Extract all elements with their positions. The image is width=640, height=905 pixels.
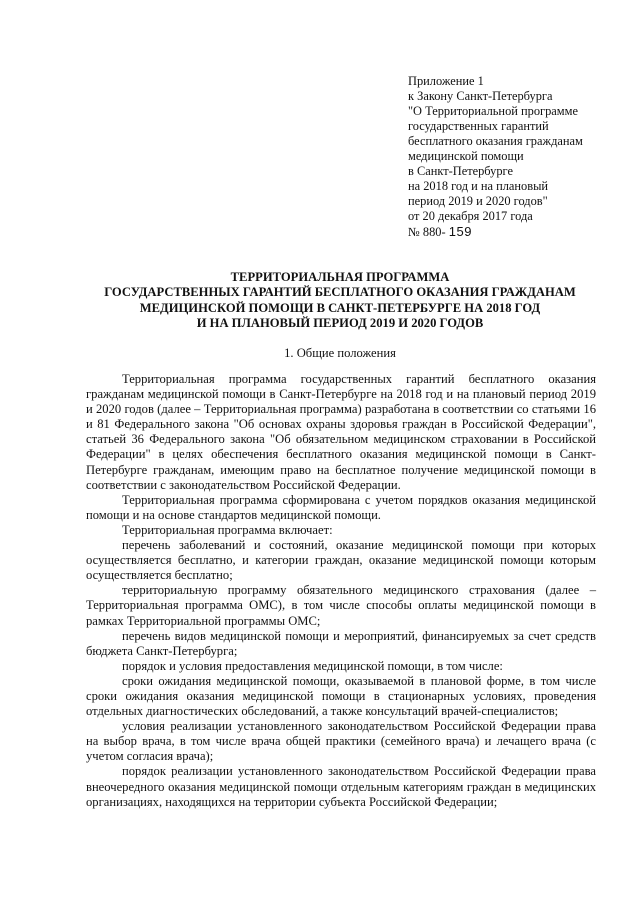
title-line: ТЕРРИТОРИАЛЬНАЯ ПРОГРАММА xyxy=(230,270,450,284)
paragraph: перечень видов медицинской помощи и мероприятий, финансируемых за счет средств бюджета Санкт-Петербурга; xyxy=(86,628,596,658)
appendix-line: от 20 декабря 2017 года xyxy=(408,209,533,223)
paragraph: порядок и условия предоставления медицинской помощи, в том числе: xyxy=(122,658,503,673)
appendix-line: "О Территориальной программе xyxy=(408,104,578,118)
paragraph: Территориальная программа включает: xyxy=(122,522,333,537)
paragraph: территориальную программу обязательного медицинского страхования (далее – Территориальная программа ОМС), в том числе способы оплаты медицинской помощи в рамках Территориальной программы ОМС; xyxy=(86,583,596,628)
paragraph: перечень заболеваний и состояний, оказание медицинской помощи при которых осуществляется бесплатно, и категории граждан, оказание медицинской помощи которым осуществляется бесплатно; xyxy=(86,538,596,583)
title-line: МЕДИЦИНСКОЙ ПОМОЩИ В САНКТ-ПЕТЕРБУРГЕ НА 2018 ГОД xyxy=(139,300,541,315)
appendix-line: период 2019 и 2020 годов" xyxy=(408,194,548,208)
paragraph: Территориальная программа сформирована с учетом порядков оказания медицинской помощи и на основе стандартов медицинской помощи. xyxy=(86,492,596,522)
document-body xyxy=(86,372,596,810)
title-line: ГОСУДАРСТВЕННЫХ ГАРАНТИЙ БЕСПЛАТНОГО ОКАЗАНИЯ ГРАЖДАНАМ xyxy=(104,285,576,300)
appendix-line: на 2018 год и на плановый xyxy=(408,179,549,193)
law-number-prefix: № 880- xyxy=(408,225,446,239)
paragraph: условия реализации установленного законодательством Российской Федерации права на выбор врача, в том числе врача общей практики (семейного врача) и лечащего врача (с учетом согласия врача); xyxy=(86,719,596,764)
law-number-value: 159 xyxy=(448,224,472,239)
appendix-line: медицинской помощи xyxy=(408,149,524,163)
appendix-line: Приложение 1 xyxy=(408,74,484,88)
document-title xyxy=(80,270,600,332)
appendix-line: государственных гарантий xyxy=(408,119,549,133)
appendix-line: бесплатного оказания гражданам xyxy=(408,134,583,148)
law-number xyxy=(408,224,628,240)
appendix-line: к Закону Санкт-Петербурга xyxy=(408,89,553,103)
section-heading: 1. Общие положения xyxy=(284,346,396,360)
paragraph: порядок реализации установленного законодательством Российской Федерации права внеочередного оказания медицинской помощи отдельным категориям граждан в медицинских организациях, находящихся на территории субъекта Российской Федерации; xyxy=(86,764,596,809)
appendix-block xyxy=(408,74,628,240)
paragraph: Территориальная программа государственных гарантий бесплатного оказания гражданам медицинской помощи в Санкт-Петербурге на 2018 год и на плановый период 2019 и 2020 годов (далее – Территориальная программа) разработана в соответствии со статьями 16 и 81 Федерального закона "Об основах охраны здоровья граждан в Российской Федерации", статьей 36 Федерального закона "Об обязательном медицинском страховании в Российской Федерации" в целях обеспечения бесплатного оказания медицинской помощи в Санкт-Петербурге гражданам, имеющим право на бесплатное получение медицинской помощи в соответствии с законодательством Российской Федерации. xyxy=(86,372,596,492)
title-line: И НА ПЛАНОВЫЙ ПЕРИОД 2019 И 2020 ГОДОВ xyxy=(196,316,484,331)
appendix-line: в Санкт-Петербурге xyxy=(408,164,513,178)
paragraph: сроки ожидания медицинской помощи, оказываемой в плановой форме, в том числе сроки ожидания оказания медицинской помощи в стационарных условиях, проведения отдельных диагностических обследований, а также консультаций врачей-специалистов; xyxy=(86,673,596,719)
